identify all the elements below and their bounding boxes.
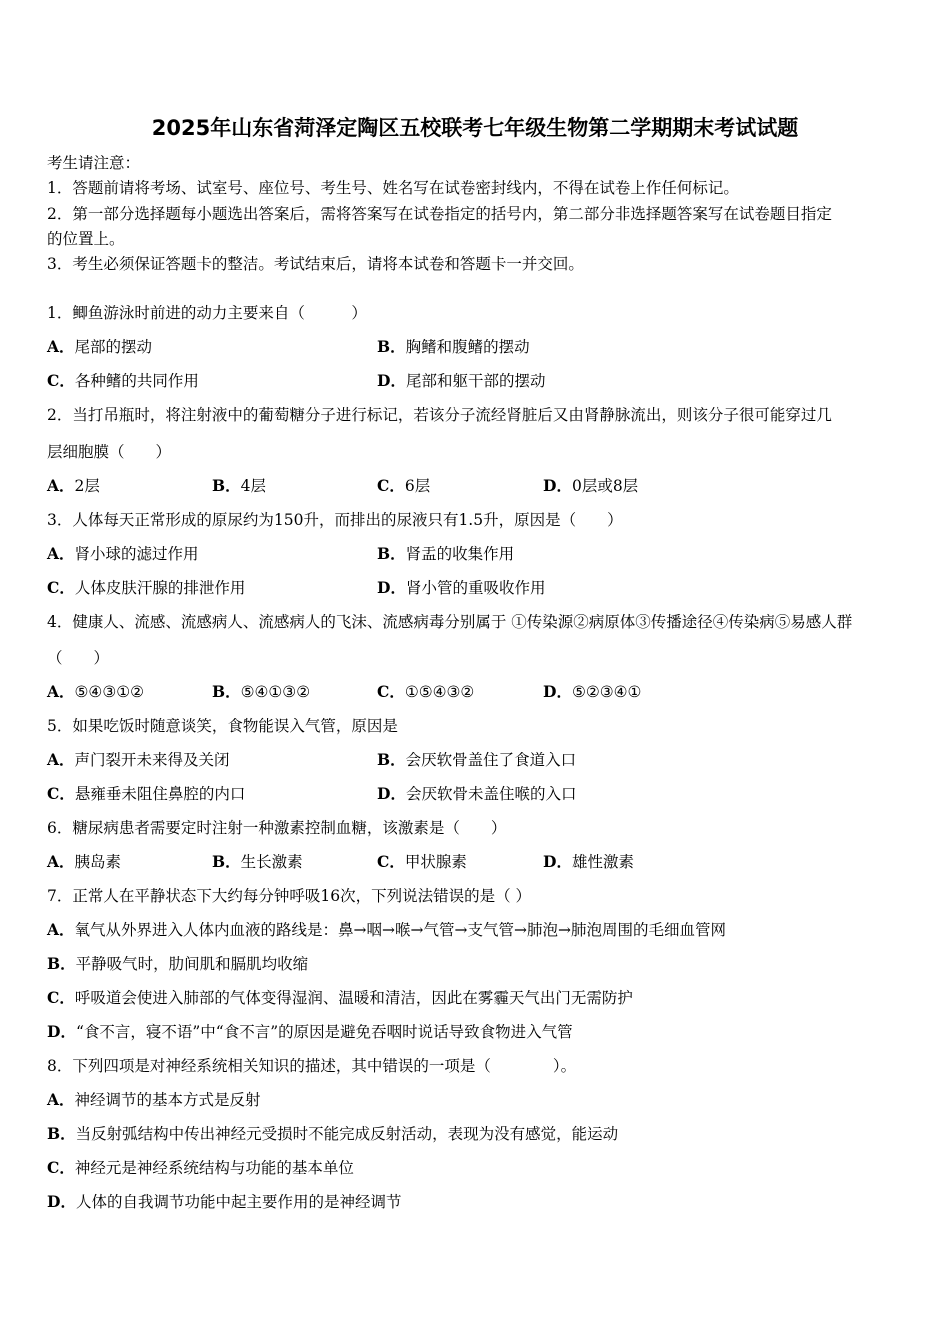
question-4-stem: 4．健康人、流感、流感病人、流感病人的飞沫、流感病毒分别属于 ①传染源②病原体③传播途径④传染病⑤易感人群 <box>47 613 853 631</box>
option-letter: B． <box>377 544 406 563</box>
option-text: 当反射弧结构中传出神经元受损时不能完成反射活动，表现为没有感觉，能运动 <box>75 1125 619 1143</box>
option-text: 神经元是神经系统结构与功能的基本单位 <box>74 1159 354 1177</box>
question-3-option-d <box>377 576 545 598</box>
option-letter: D． <box>543 682 572 701</box>
question-2-option-a <box>47 474 100 496</box>
option-text: 4层 <box>240 477 266 495</box>
question-3-option-a <box>47 542 199 564</box>
question-2-stem: 2．当打吊瓶时，将注射液中的葡萄糖分子进行标记，若该分子流经肾脏后又由肾静脉流出，则该分子很可能穿过几 <box>47 406 832 424</box>
option-letter: D． <box>377 371 406 390</box>
option-text: ⑤④③①② <box>74 683 145 701</box>
option-letter: A． <box>47 750 75 769</box>
option-letter: C． <box>47 371 75 390</box>
question-6-option-c <box>377 850 467 872</box>
option-text: 人体皮肤汗腺的排泄作用 <box>74 579 246 597</box>
option-letter: A． <box>47 920 75 939</box>
option-letter: B． <box>377 337 406 356</box>
question-1-option-b <box>377 335 530 357</box>
option-text: 会厌软骨盖住了食道入口 <box>405 751 577 769</box>
option-letter: C． <box>47 578 75 597</box>
option-text: 声门裂开未来得及关闭 <box>74 751 230 769</box>
question-8-option-d <box>47 1190 401 1212</box>
option-text: 会厌软骨未盖住喉的入口 <box>405 785 577 803</box>
question-6-option-d <box>543 850 634 872</box>
question-8-stem: 8．下列四项是对神经系统相关知识的描述，其中错误的一项是（ ）。 <box>47 1057 577 1075</box>
question-2-stem-cont: 层细胞膜（ ） <box>47 443 172 461</box>
option-letter: A． <box>47 852 75 871</box>
page-title: 2025年山东省菏泽定陶区五校联考七年级生物第二学期期末考试试题 <box>151 116 799 140</box>
question-7-option-a <box>47 918 726 940</box>
question-1-stem: 1．鲫鱼游泳时前进的动力主要来自（ ） <box>47 304 367 322</box>
option-letter: C． <box>377 682 405 701</box>
option-text: 各种鳍的共同作用 <box>74 372 199 390</box>
option-letter: C． <box>377 476 405 495</box>
option-letter: B． <box>212 682 241 701</box>
question-3-option-b <box>377 542 514 564</box>
option-text: 肾小球的滤过作用 <box>74 545 199 563</box>
option-letter: D． <box>47 1022 76 1041</box>
option-letter: B． <box>212 476 241 495</box>
question-8-option-c <box>47 1156 354 1178</box>
option-text: 人体的自我调节功能中起主要作用的是神经调节 <box>75 1193 402 1211</box>
option-text: 呼吸道会使进入肺部的气体变得湿润、温暖和清洁，因此在雾霾天气出门无需防护 <box>74 989 633 1007</box>
option-text: 平静吸气时，肋间肌和膈肌均收缩 <box>75 955 309 973</box>
question-6-option-b <box>212 850 303 872</box>
option-text: 2层 <box>74 477 100 495</box>
question-5-option-c <box>47 782 245 804</box>
option-letter: B． <box>377 750 406 769</box>
option-text: 甲状腺素 <box>404 853 467 871</box>
option-letter: B． <box>47 954 76 973</box>
question-7-option-c <box>47 986 633 1008</box>
question-4-option-c <box>377 680 474 702</box>
notice-heading: 考生请注意： <box>47 154 141 172</box>
option-text: 胰岛素 <box>74 853 122 871</box>
option-letter: A． <box>47 682 75 701</box>
option-text: 尾部的摆动 <box>74 338 153 356</box>
option-letter: A． <box>47 337 75 356</box>
question-4-option-a <box>47 680 144 702</box>
question-8-option-a <box>47 1088 261 1110</box>
option-text: 6层 <box>404 477 431 495</box>
option-letter: D． <box>377 784 406 803</box>
option-letter: A． <box>47 544 75 563</box>
option-text: 肾小管的重吸收作用 <box>405 579 546 597</box>
question-1-option-d <box>377 369 545 391</box>
option-letter: D． <box>377 578 406 597</box>
option-text: 尾部和躯干部的摆动 <box>405 372 546 390</box>
option-letter: B． <box>47 1124 76 1143</box>
option-text: 神经调节的基本方式是反射 <box>74 1091 261 1109</box>
question-7-option-d <box>47 1020 573 1042</box>
option-letter: D． <box>543 476 572 495</box>
question-2-option-b <box>212 474 266 496</box>
question-4-option-d <box>543 680 641 702</box>
question-6-stem: 6．糖尿病患者需要定时注射一种激素控制血糖，该激素是（ ） <box>47 819 507 837</box>
option-text: 雄性激素 <box>571 853 634 871</box>
option-text: 生长激素 <box>240 853 303 871</box>
question-7-stem: 7．正常人在平静状态下大约每分钟呼吸16次，下列说法错误的是（ ） <box>47 887 532 905</box>
option-letter: C． <box>47 988 75 1007</box>
option-text: ⑤②③④① <box>571 683 642 701</box>
question-2-option-d <box>543 474 638 496</box>
option-letter: D． <box>543 852 572 871</box>
question-1-option-a <box>47 335 152 357</box>
question-5-option-b <box>377 748 576 770</box>
question-3-option-c <box>47 576 245 598</box>
question-8-option-b <box>47 1122 618 1144</box>
question-4-option-b <box>212 680 310 702</box>
question-4-stem-cont: （ ） <box>47 649 110 667</box>
option-text: 胸鳍和腹鳍的摆动 <box>405 338 530 356</box>
question-2-option-c <box>377 474 430 496</box>
question-1-option-c <box>47 369 199 391</box>
question-3-stem: 3．人体每天正常形成的原尿约为150升，而排出的尿液只有1.5升，原因是（ ） <box>47 511 623 529</box>
option-letter: A． <box>47 1090 75 1109</box>
option-text: 氧气从外界进入人体内血液的路线是：鼻→咽→喉→气管→支气管→肺泡→肺泡周围的毛细血管网 <box>74 921 726 939</box>
option-letter: C． <box>377 852 405 871</box>
option-letter: B． <box>212 852 241 871</box>
option-text: 肾盂的收集作用 <box>405 545 515 563</box>
option-text: 悬雍垂未阻住鼻腔的内口 <box>74 785 246 803</box>
option-text: 0层或8层 <box>571 477 639 495</box>
question-5-stem: 5．如果吃饭时随意谈笑，食物能误入气管，原因是 <box>47 717 398 735</box>
notice-item: 的位置上。 <box>47 230 125 248</box>
option-letter: C． <box>47 1158 75 1177</box>
question-7-option-b <box>47 952 308 974</box>
option-letter: C． <box>47 784 75 803</box>
notice-item: 1．答题前请将考场、试室号、座位号、考生号、姓名写在试卷密封线内，不得在试卷上作任何标记。 <box>47 179 739 197</box>
question-6-option-a <box>47 850 121 872</box>
option-letter: A． <box>47 476 75 495</box>
option-letter: D． <box>47 1192 76 1211</box>
question-5-option-a <box>47 748 230 770</box>
option-text: “食不言，寝不语”中“食不言”的原因是避免吞咽时说话导致食物进入气管 <box>75 1023 573 1041</box>
notice-item: 3．考生必须保证答题卡的整洁。考试结束后，请将本试卷和答题卡一并交回。 <box>47 255 584 273</box>
option-text: ⑤④①③② <box>240 683 311 701</box>
option-text: ①⑤④③② <box>404 683 475 701</box>
question-5-option-d <box>377 782 576 804</box>
notice-item: 2．第一部分选择题每小题选出答案后，需将答案写在试卷指定的括号内，第二部分非选择题答案写在试卷题目指定 <box>47 205 832 223</box>
